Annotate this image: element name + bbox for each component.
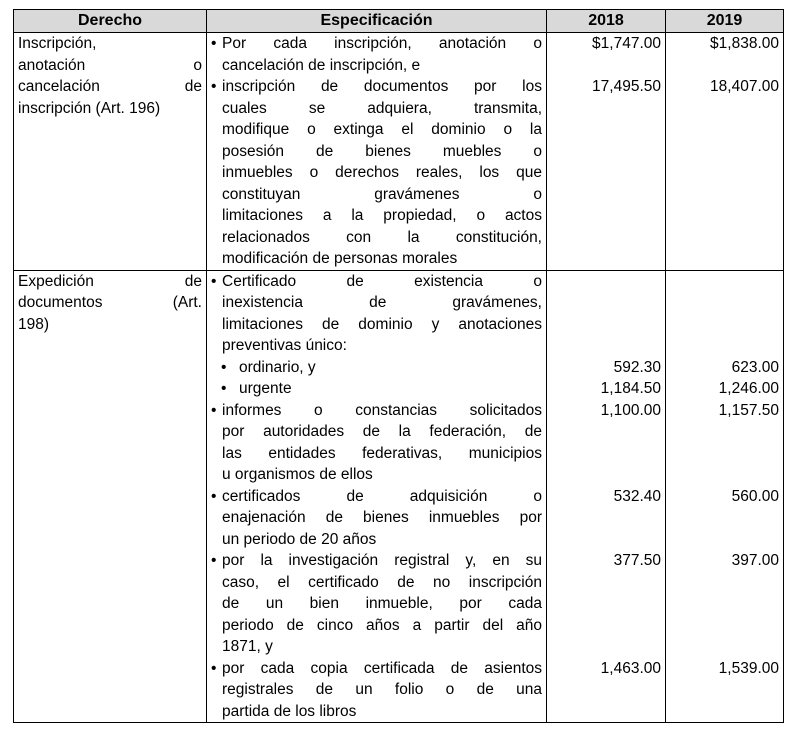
header-row — [14, 10, 784, 33]
spec-line: caso, el certificado de no inscripción — [222, 573, 542, 591]
spec-line: • por la investigación registral y, en su — [222, 552, 542, 569]
sub-list-item: • ordinario, y — [211, 357, 542, 379]
sub-list-item: • urgente — [211, 378, 542, 400]
amount-value: 17,495.50 — [592, 78, 661, 95]
list-item — [211, 400, 542, 486]
derecho-line: anotación o — [18, 56, 202, 74]
spec-line: • informes o constancias solicitados — [222, 401, 542, 419]
spec-line: preventivas único: — [222, 337, 347, 354]
derecho-cell — [14, 33, 207, 271]
spec-line: limitaciones de dominio y anotaciones — [222, 315, 542, 333]
spec-line: registrales de un folio o de una — [222, 681, 542, 698]
spec-line: por autoridades de la federación, de — [222, 423, 542, 440]
list-item — [211, 658, 542, 723]
list-item — [211, 76, 542, 270]
derecho-line: Expedición de — [18, 272, 202, 290]
header-2019: 2019 — [666, 10, 784, 33]
spec-line: modifique o extinga el dominio o la — [222, 121, 542, 138]
spec-line: cuales se adquiera, transmita, — [222, 99, 542, 117]
especificacion-cell — [207, 270, 547, 723]
especificacion-cell — [207, 33, 547, 271]
spec-line: • por cada copia certificada de asientos — [222, 659, 542, 677]
table-row — [14, 270, 784, 723]
spec-line: u organismos de ellos — [222, 466, 373, 483]
amount-value: 1,100.00 — [600, 401, 661, 419]
amount-2019-cell — [666, 270, 784, 723]
derecho-line: 198) — [18, 315, 50, 333]
spec-line: relacionados con la constitución, — [222, 228, 542, 246]
amount-value: 377.50 — [613, 552, 661, 569]
amount-2018-cell — [547, 33, 666, 271]
spec-line: • Certificado de existencia o — [222, 272, 542, 290]
derecho-line: cancelación de — [18, 78, 202, 95]
header-especificacion: Especificación — [207, 10, 547, 33]
spec-line: limitaciones a la propiedad, o actos — [222, 207, 542, 224]
header-2018: 2018 — [547, 10, 666, 33]
spec-line: posesión de bienes muebles o — [222, 142, 542, 160]
amount-value: 1,184.50 — [600, 380, 661, 397]
amount-value: 592.30 — [613, 358, 661, 376]
spec-line: partida de los libros — [222, 702, 357, 720]
derecho-cell — [14, 270, 207, 723]
spec-line: 1871, y — [222, 638, 273, 655]
amount-value: 1,157.50 — [718, 401, 779, 419]
list-item — [211, 33, 542, 76]
amount-value: 1,463.00 — [600, 659, 661, 677]
fees-table — [13, 9, 784, 723]
spec-line: enajenación de bienes inmuebles por — [222, 509, 542, 526]
amount-value: 18,407.00 — [710, 78, 779, 95]
amount-value: 1,246.00 — [718, 380, 779, 397]
spec-line: periodo de cinco años a partir del año — [222, 616, 542, 634]
header-derecho: Derecho — [14, 10, 207, 33]
list-item — [211, 486, 542, 551]
list-item — [211, 271, 542, 357]
derecho-line: Inscripción, — [18, 35, 97, 52]
amount-value: 397.00 — [731, 552, 779, 569]
amount-2019-cell — [666, 33, 784, 271]
spec-line: modificación de personas morales — [222, 250, 458, 267]
amount-value: 1,539.00 — [718, 659, 779, 677]
spec-line: inexistencia de gravámenes, — [222, 294, 542, 311]
derecho-line: documentos (Art. — [18, 294, 202, 311]
table-row — [14, 33, 784, 271]
amount-value: 560.00 — [731, 487, 779, 505]
spec-line: un periodo de 20 años — [222, 530, 377, 548]
spec-line: cancelación de inscripción, e — [222, 56, 421, 74]
amount-value: 623.00 — [731, 358, 779, 376]
list-item — [211, 550, 542, 658]
spec-line: • Por cada inscripción, anotación o — [222, 35, 542, 52]
spec-line: • certificados de adquisición o — [222, 487, 542, 505]
spec-line: de un bien inmueble, por cada — [222, 595, 542, 612]
amount-value: 532.40 — [613, 487, 661, 505]
amount-value: $1,838.00 — [710, 35, 779, 52]
derecho-line: inscripción (Art. 196) — [18, 99, 161, 117]
spec-line: inmuebles o derechos reales, los que — [222, 164, 542, 181]
spec-line: las entidades federativas, municipios — [222, 444, 542, 462]
amount-value: $1,747.00 — [592, 35, 661, 52]
spec-line: constituyan gravámenes o — [222, 185, 542, 203]
amount-2018-cell — [547, 270, 666, 723]
spec-line: • inscripción de documentos por los — [222, 78, 542, 95]
